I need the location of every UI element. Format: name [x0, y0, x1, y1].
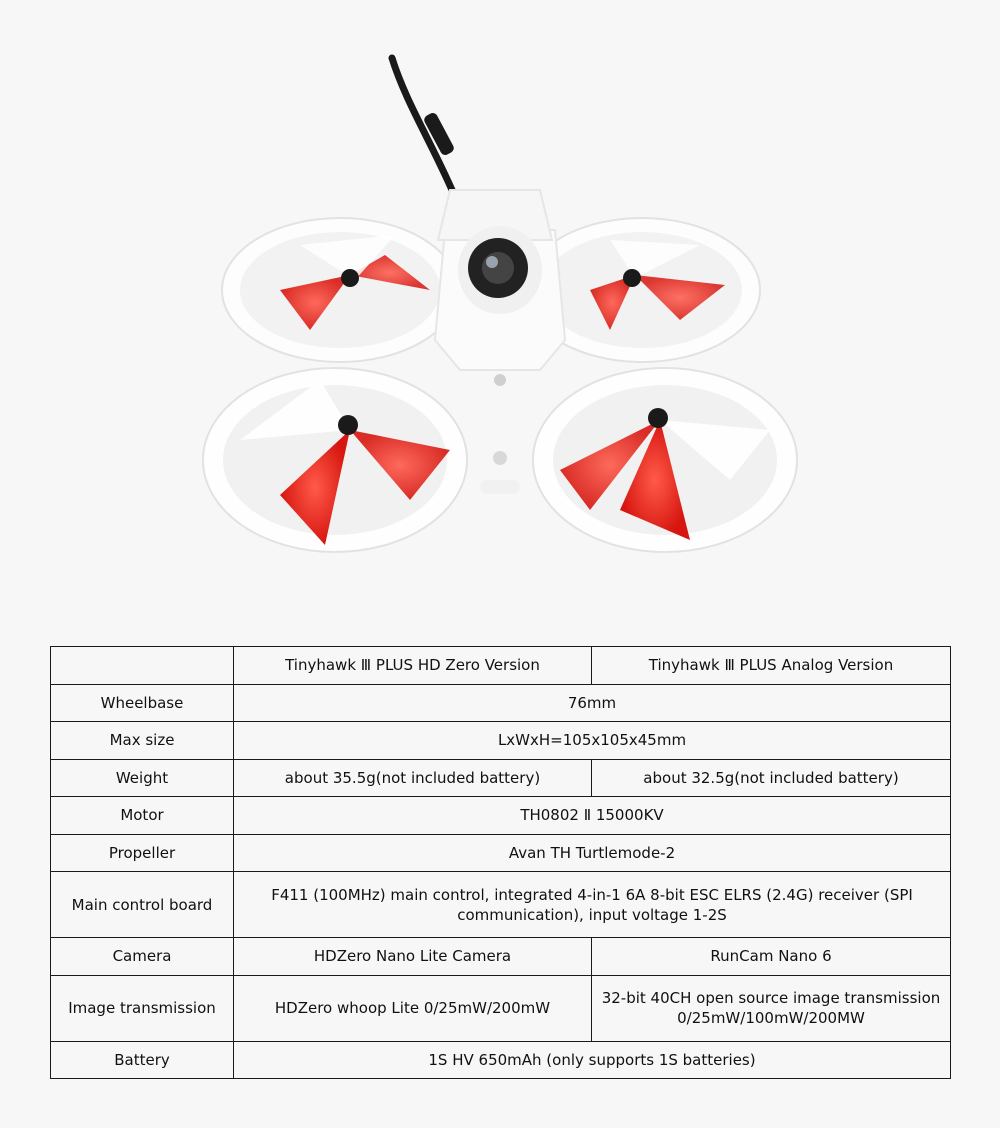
spec-row-battery [51, 1041, 951, 1079]
spec-row-main-control-board [51, 872, 951, 938]
header-empty-cell [51, 647, 234, 685]
drone-illustration [180, 40, 820, 620]
spec-row-camera [51, 938, 951, 976]
spec-value: 1S HV 650mAh (only supports 1S batteries) [234, 1041, 951, 1079]
drone-product-image [180, 40, 820, 620]
header-analog-version: Tinyhawk Ⅲ PLUS Analog Version [592, 647, 951, 685]
spec-label: Max size [51, 722, 234, 760]
spec-label: Battery [51, 1041, 234, 1079]
spec-value: TH0802 Ⅱ 15000KV [234, 797, 951, 835]
spec-row-wheelbase [51, 684, 951, 722]
spec-value-hd: HDZero Nano Lite Camera [234, 938, 592, 976]
spec-header-row [51, 647, 951, 685]
spec-row-max-size [51, 722, 951, 760]
header-hd-version: Tinyhawk Ⅲ PLUS HD Zero Version [234, 647, 592, 685]
spec-value-analog: RunCam Nano 6 [592, 938, 951, 976]
spec-value-hd: HDZero whoop Lite 0/25mW/200mW [234, 975, 592, 1041]
spec-row-image-transmission [51, 975, 951, 1041]
spec-value-hd: about 35.5g(not included battery) [234, 759, 592, 797]
spec-label: Motor [51, 797, 234, 835]
spec-row-propeller [51, 834, 951, 872]
motor-rear-right [623, 269, 641, 287]
spec-table [50, 646, 951, 1079]
spec-value: LxWxH=105x105x45mm [234, 722, 951, 760]
spec-value: 76mm [234, 684, 951, 722]
spec-label: Wheelbase [51, 684, 234, 722]
motor-front-left [338, 415, 358, 435]
spec-value: Avan TH Turtlemode-2 [234, 834, 951, 872]
spec-label: Main control board [51, 872, 234, 938]
duct-front-left [203, 368, 467, 552]
spec-value: F411 (100MHz) main control, integrated 4-in-1 6A 8-bit ESC ELRS (2.4G) receiver (SPI communication), input voltage 1-2S [234, 872, 951, 938]
duct-rear-left [222, 218, 458, 362]
spec-value-analog: about 32.5g(not included battery) [592, 759, 951, 797]
motor-front-right [648, 408, 668, 428]
spec-value-analog: 32-bit 40CH open source image transmission 0/25mW/100mW/200MW [592, 975, 951, 1041]
spec-row-weight [51, 759, 951, 797]
spec-label: Camera [51, 938, 234, 976]
motor-rear-left [341, 269, 359, 287]
duct-front-right [533, 368, 797, 552]
spec-label: Weight [51, 759, 234, 797]
spec-label: Image transmission [51, 975, 234, 1041]
spec-label: Propeller [51, 834, 234, 872]
spec-row-motor [51, 797, 951, 835]
